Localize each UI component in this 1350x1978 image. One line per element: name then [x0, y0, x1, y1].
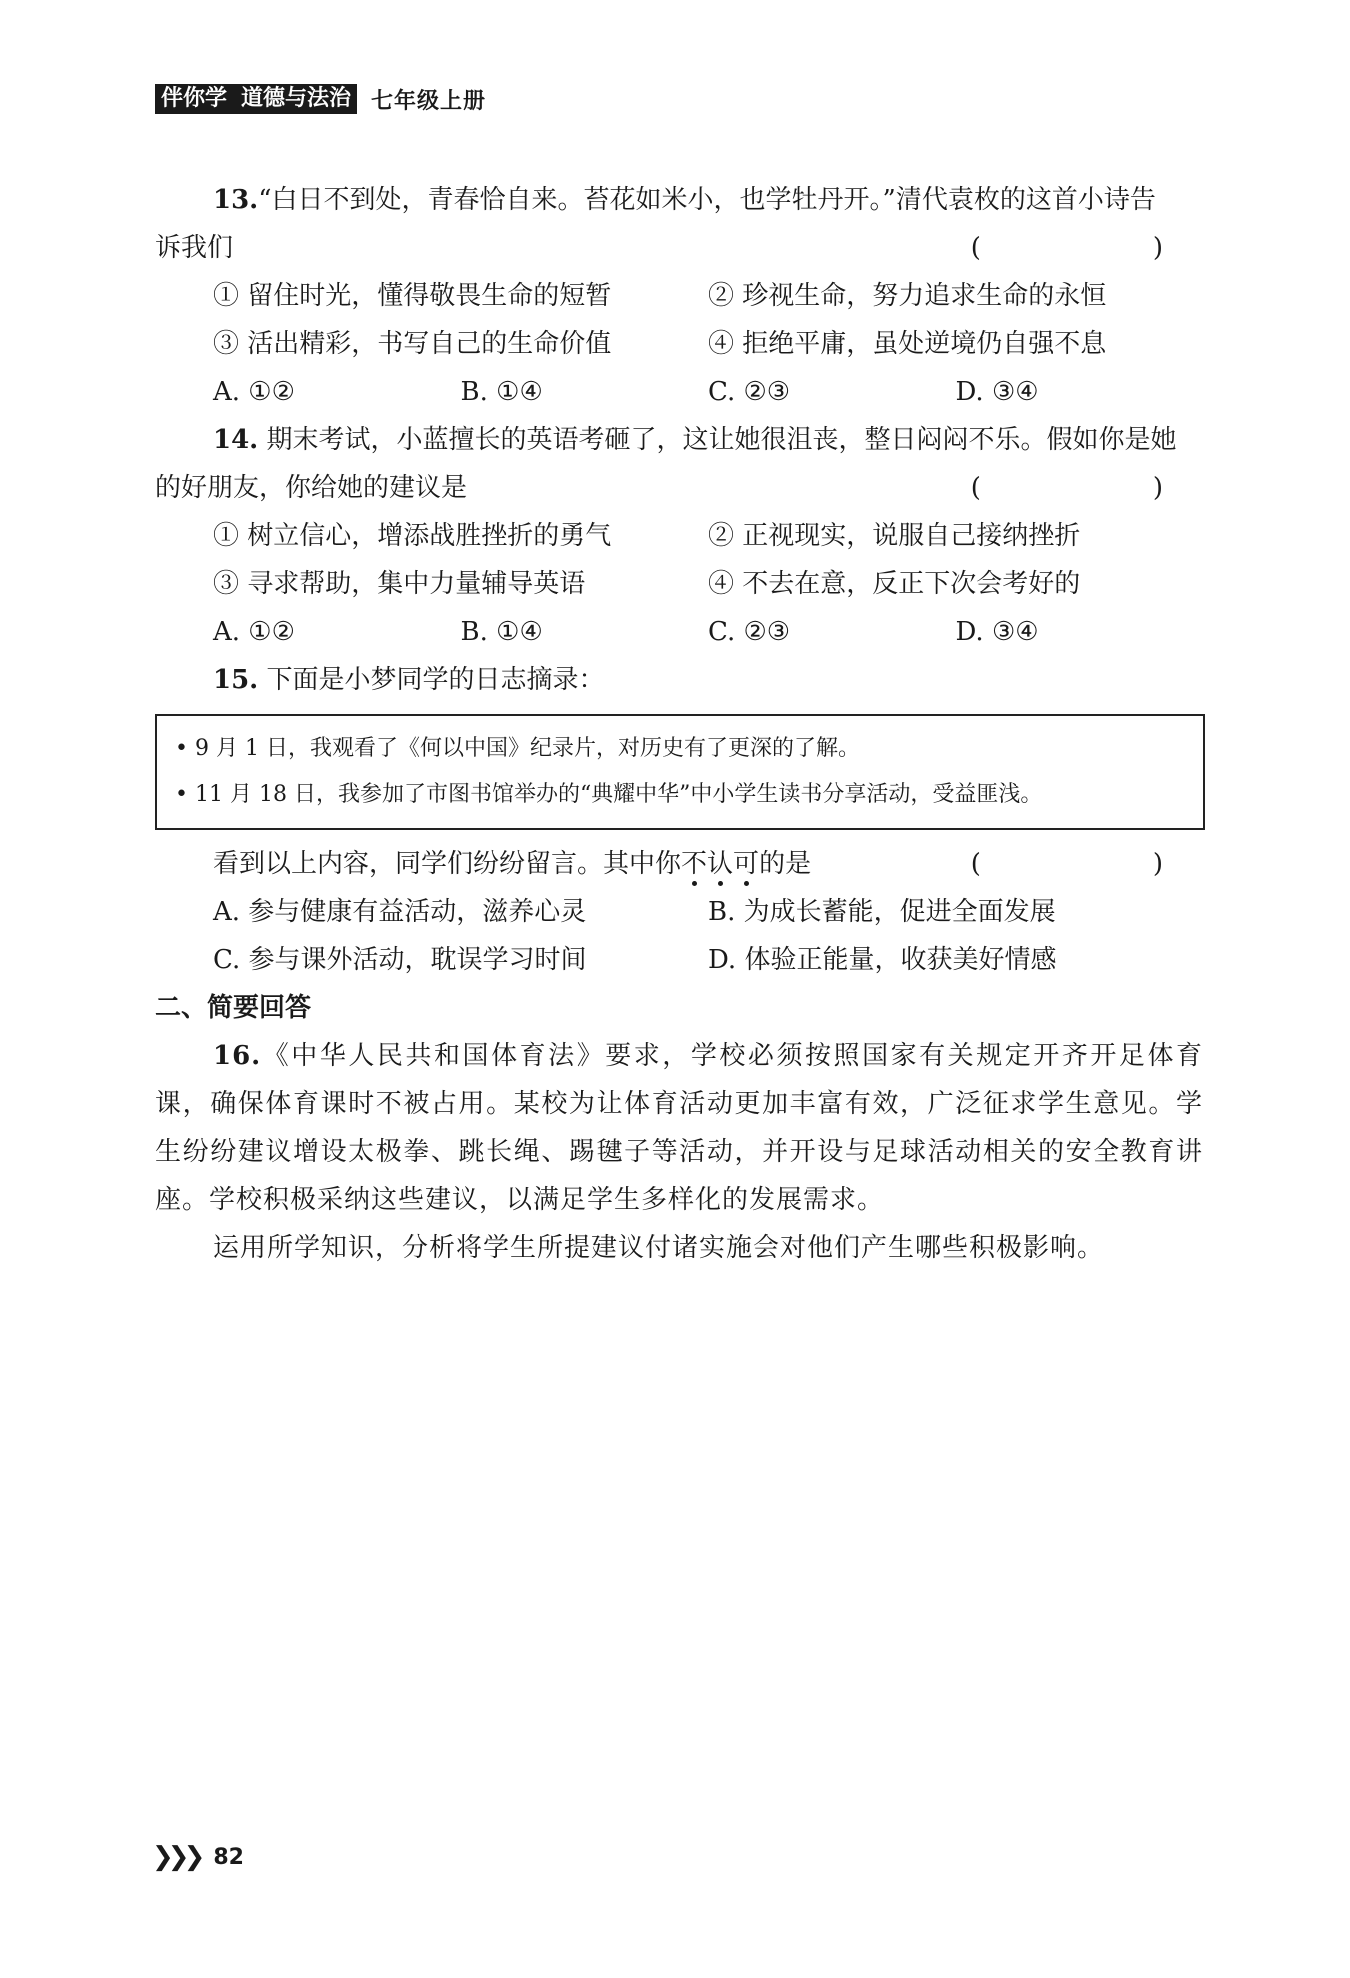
- q15-ask-pre: 看到以上内容，同学们纷纷留言。其中你: [213, 849, 682, 879]
- header-subject: 道德与法治: [241, 86, 352, 111]
- q15-stem: [155, 656, 1203, 704]
- page-header: [155, 84, 486, 114]
- q14-stem-line2: [155, 464, 1203, 512]
- q14-options: [155, 608, 1203, 656]
- q14-number: 14.: [213, 425, 259, 455]
- q13-items-row2: [155, 320, 1203, 368]
- chevron-right-icon: ❯❯❯: [152, 1842, 200, 1872]
- page-footer: [152, 1842, 244, 1872]
- q14-option-a: A. ①②: [213, 617, 295, 647]
- q15-stem-text: 下面是小梦同学的日志摘录：: [266, 665, 605, 695]
- page-content: [155, 176, 1203, 1272]
- header-grade: 七年级上册: [371, 87, 487, 114]
- q15-ask-post: 的是: [759, 849, 812, 879]
- diary-entry-2: • 11 月 18 日，我参加了市图书馆举办的“典耀中华”中小学生读书分享活动，受益匪浅。: [175, 782, 1043, 807]
- q14-items-row1: [155, 512, 1203, 560]
- q13-item-2: ② 珍视生命，努力追求生命的永恒: [708, 281, 1107, 311]
- q13-answer-paren: ( ): [970, 233, 1203, 263]
- q14-option-d: D. ③④: [955, 617, 1039, 647]
- q15-option-c: C. 参与课外活动，耽误学习时间: [213, 945, 587, 975]
- q16-number: 16.: [213, 1041, 262, 1071]
- q13-stem-text2: 诉我们: [155, 233, 234, 263]
- q13-option-a: A. ①②: [213, 377, 295, 407]
- q15-option-b: B. 为成长蓄能，促进全面发展: [708, 897, 1056, 927]
- q13-option-b: B. ①④: [460, 377, 543, 407]
- q15-ask-emphasis-1: 不: [681, 840, 707, 888]
- q14-option-c: C. ②③: [708, 617, 791, 647]
- q13-stem-line2: [155, 224, 1203, 272]
- q14-item-2: ② 正视现实，说服自己接纳挫折: [708, 521, 1081, 551]
- q15-answer-paren: ( ): [970, 849, 1203, 879]
- header-banner: [155, 84, 357, 114]
- q14-stem-text2: 的好朋友，你给她的建议是: [155, 473, 468, 503]
- diary-entry-1: • 9 月 1 日，我观看了《何以中国》纪录片，对历史有了更深的了解。: [175, 736, 860, 761]
- header-brand: 伴你学: [161, 86, 228, 111]
- q13-item-3: ③ 活出精彩，书写自己的生命价值: [213, 329, 612, 359]
- q14-item-3: ③ 寻求帮助，集中力量辅导英语: [213, 569, 586, 599]
- q15-options-row1: [155, 888, 1203, 936]
- q16-paragraph: [155, 1032, 1203, 1224]
- q13-option-c: C. ②③: [708, 377, 791, 407]
- q14-items-row2: [155, 560, 1203, 608]
- diary-box: [155, 714, 1205, 830]
- q13-item-4: ④ 拒绝平庸，虽处逆境仍自强不息: [708, 329, 1107, 359]
- q15-option-d: D. 体验正能量，收获美好情感: [708, 945, 1057, 975]
- q16-text: 《中华人民共和国体育法》要求，学校必须按照国家有关规定开齐开足体育课，确保体育课时不被占用。某校为让体育活动更加丰富有效，广泛征求学生意见。学生纷纷建议增设太极拳、跳长绳、踢毽子等活动，并开设与足球活动相关的安全教育讲座。学校积极采纳这些建议，以满足学生多样化的发展需求。: [155, 1041, 1203, 1215]
- q16-ask: 运用所学知识，分析将学生所提建议付诸实施会对他们产生哪些积极影响。: [213, 1233, 1105, 1263]
- q14-item-1: ① 树立信心，增添战胜挫折的勇气: [213, 521, 612, 551]
- q14-answer-paren: ( ): [970, 473, 1203, 503]
- page-number: 82: [213, 1844, 244, 1870]
- q14-stem-line1: [155, 416, 1203, 464]
- q14-option-b: B. ①④: [460, 617, 543, 647]
- q14-stem-text: 期末考试，小蓝擅长的英语考砸了，这让她很沮丧，整日闷闷不乐。假如你是她: [266, 425, 1177, 455]
- q13-option-d: D. ③④: [955, 377, 1039, 407]
- q13-number: 13.: [213, 185, 259, 215]
- q15-number: 15.: [213, 665, 259, 695]
- q13-options: [155, 368, 1203, 416]
- q13-item-1: ① 留住时光，懂得敬畏生命的短暂: [213, 281, 612, 311]
- q13-stem-text: “白日不到处，青春恰自来。苔花如米小，也学牡丹开。”清代袁枚的这首小诗告: [258, 185, 1156, 215]
- q13-items-row1: [155, 272, 1203, 320]
- q15-ask-emphasis-3: 可: [733, 840, 759, 888]
- section-title: 二、简要回答: [155, 993, 312, 1023]
- q15-option-a: A. 参与健康有益活动，滋养心灵: [213, 897, 587, 927]
- q15-ask: [155, 840, 1203, 888]
- q14-item-4: ④ 不去在意，反正下次会考好的: [708, 569, 1081, 599]
- q15-options-row2: [155, 936, 1203, 984]
- q15-ask-emphasis-2: 认: [707, 840, 733, 888]
- q13-stem-line1: [155, 176, 1203, 224]
